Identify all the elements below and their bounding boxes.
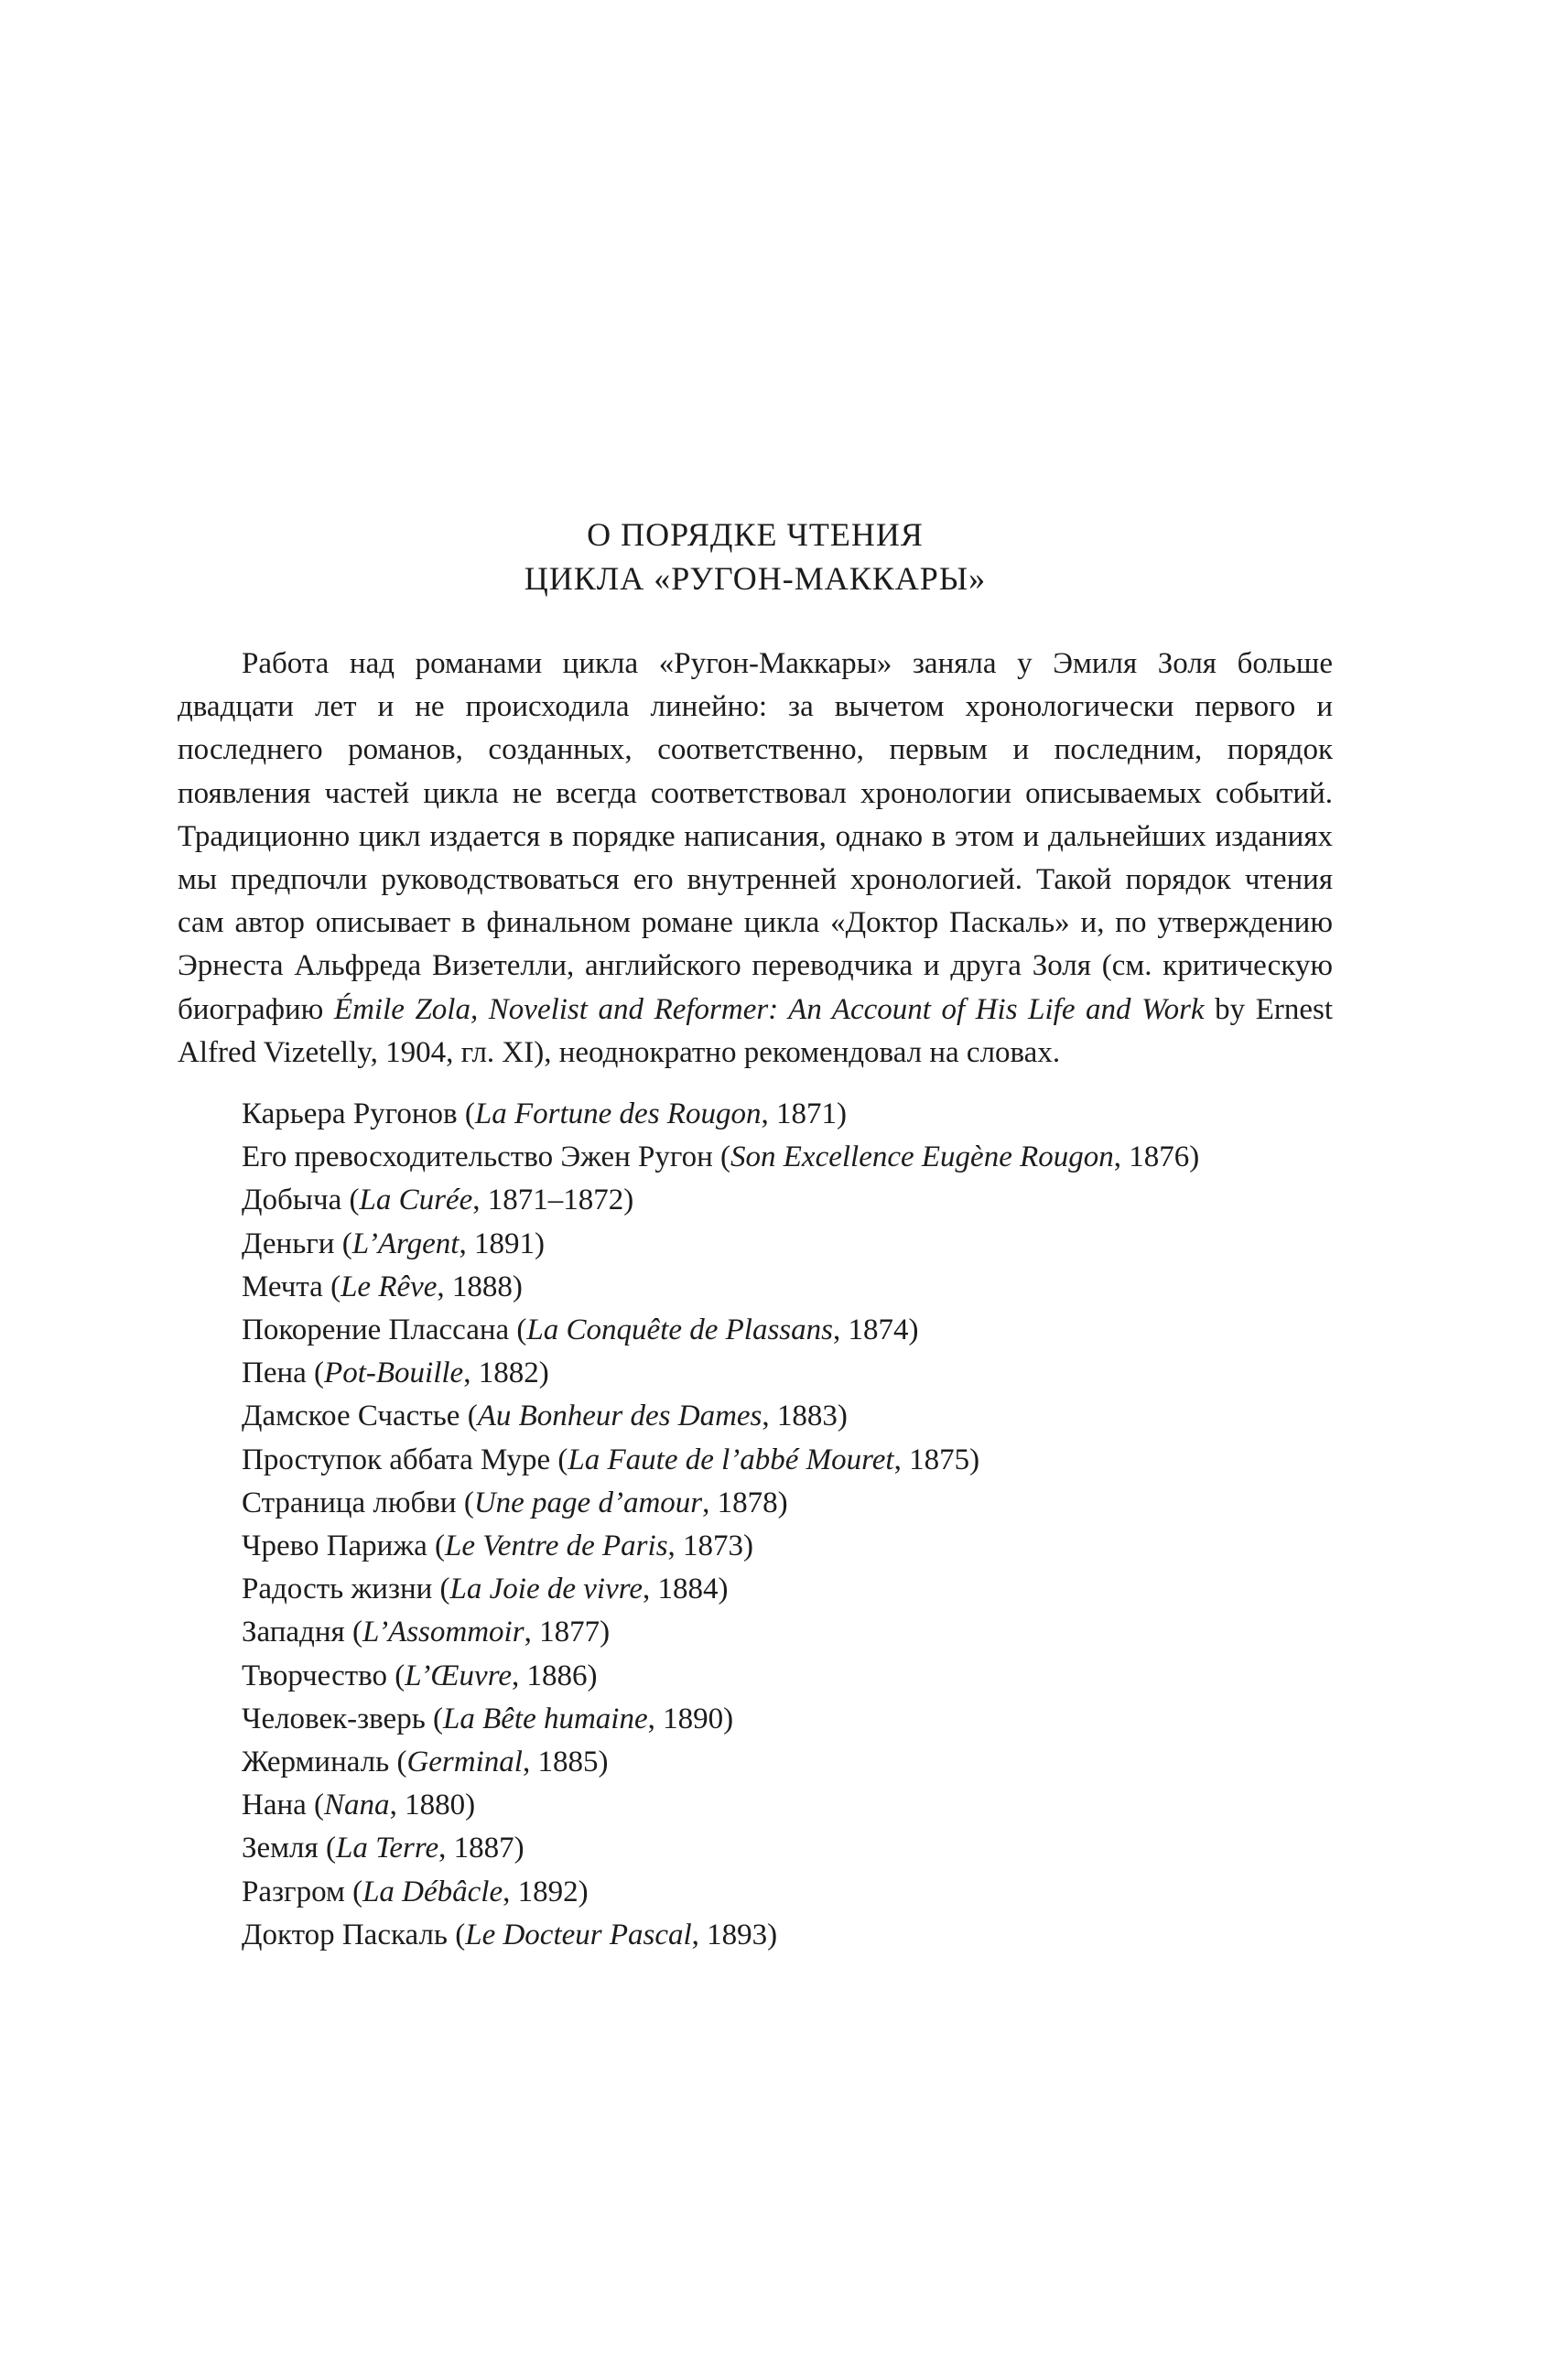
novel-russian-title: Добыча [242,1184,342,1217]
novel-russian-title: Чрево Парижа [242,1529,427,1563]
novel-list-item: Творчество (L’Œuvre, 1886) [242,1659,598,1692]
novel-year: 1886 [526,1659,588,1692]
novel-russian-title: Страница любви [242,1486,457,1519]
novel-year: 1883 [776,1400,838,1433]
novel-year: 1878 [717,1486,778,1519]
intro-text-before: Работа над романами цикла «Ругон-Маккары» заняла у Эмиля Золя больше двадцати лет и не происходила линейно: за вычетом хронологически первого и последнего романов, созданных, соответственно, первым и последним, порядок появления частей цикла не всегда соответствовал хронологии описываемых событий. Традиционно цикл издается в порядке написания, однако в этом и дальнейших изданиях мы предпочли руководствоваться его внутренней хронологией. Такой порядок чтения сам автор описывает в финальном романе цикла «Доктор Паскаль» и, по утверждению Эрнеста Альфреда Визетелли, английского переводчика и друга Золя (см. критическую биографию [178,647,1333,1026]
novel-french-title: Son Excellence Eugène Rougon [730,1140,1114,1174]
novel-russian-title: Доктор Паскаль [242,1918,448,1951]
novel-list-item: Проступок аббата Муре (La Faute de l’abbé Mouret, 1875) [242,1443,980,1476]
novel-list-item: Покорение Плассана (La Conquête de Plassans, 1874) [242,1313,919,1347]
novel-year: 1871 [775,1097,837,1131]
novel-french-title: Au Bonheur des Dames [477,1400,762,1433]
novel-french-title: L’Œuvre [405,1659,512,1692]
intro-text-after: by Ernest Alfred Vizetelly, 1904, гл. XI), неоднократно рекомендовал на словах. [178,992,1334,1069]
novel-french-title: La Bête humaine [443,1702,648,1735]
novel-list-item: Разгром (La Débâcle, 1892) [242,1875,589,1908]
page-title-line-2: ЦИКЛА «РУГОН-МАККАРЫ» [524,560,987,597]
novel-list-item: Чрево Парижа (Le Ventre de Paris, 1873) [242,1529,754,1563]
novel-year: 1885 [537,1746,599,1779]
novel-list-item: Радость жизни (La Joie de vivre, 1884) [242,1573,729,1606]
reading-order-list [178,1093,1333,1957]
novel-russian-title: Творчество [242,1659,388,1692]
novel-french-title: Le Docteur Pascal [465,1918,692,1951]
novel-french-title: Germinal [406,1746,523,1779]
intro-paragraph [178,643,1333,1075]
novel-list-item: Мечта (Le Rêve, 1888) [242,1270,523,1303]
novel-russian-title: Земля [242,1832,319,1865]
novel-list-item: Страница любви (Une page d’amour, 1878) [242,1486,788,1519]
novel-year: 1892 [517,1875,579,1908]
novel-french-title: La Faute de l’abbé Mouret [568,1443,894,1476]
novel-year: 1874 [848,1313,909,1347]
novel-list-item: Добыча (La Curée, 1871–1872) [242,1184,634,1217]
novel-french-title: L’Argent [351,1227,460,1260]
novel-list-item: Западня (L’Assommoir, 1877) [242,1616,611,1649]
page-title-line-1: О ПОРЯДКЕ ЧТЕНИЯ [587,516,924,553]
novel-year: 1873 [683,1529,744,1563]
novel-year: 1875 [909,1443,970,1476]
novel-french-title: Une page d’amour [473,1486,703,1519]
novel-french-title: La Fortune des Rougon [474,1097,762,1131]
novel-russian-title: Проступок аббата Муре [242,1443,551,1476]
novel-french-title: La Joie de vivre [449,1573,643,1606]
novel-list-item: Деньги (L’Argent, 1891) [242,1227,545,1260]
novel-russian-title: Человек-зверь [242,1702,426,1735]
novel-russian-title: Жерминаль [242,1746,390,1779]
novel-year: 1876 [1129,1140,1190,1174]
novel-year: 1880 [405,1789,466,1822]
novel-list-item: Пена (Pot-Bouille, 1882) [242,1357,549,1390]
novel-russian-title: Западня [242,1616,345,1649]
novel-french-title: Le Ventre de Paris [445,1529,668,1563]
novel-year: 1884 [657,1573,719,1606]
novel-list-item: Дамское Счастье (Au Bonheur des Dames, 1883) [242,1400,848,1433]
novel-year: 1887 [453,1832,514,1865]
novel-russian-title: Нана [242,1789,307,1822]
novel-french-title: La Curée [359,1184,473,1217]
novel-russian-title: Дамское Счастье [242,1400,460,1433]
page-title [178,513,1333,600]
novel-list-item: Земля (La Terre, 1887) [242,1832,524,1865]
novel-french-title: La Conquête de Plassans [526,1313,833,1347]
novel-french-title: Nana [324,1789,390,1822]
novel-list-item: Карьера Ругонов (La Fortune des Rougon, 1871) [242,1097,847,1131]
novel-year: 1888 [451,1270,513,1303]
novel-list-item: Его превосходительство Эжен Ругон (Son Excellence Eugène Rougon, 1876) [242,1140,1200,1174]
novel-year: 1877 [539,1616,600,1649]
novel-french-title: La Débâcle [362,1875,503,1908]
novel-year: 1882 [478,1357,539,1390]
novel-russian-title: Разгром [242,1875,345,1908]
novel-french-title: Le Rêve [341,1270,438,1303]
novel-year: 1871–1872 [487,1184,624,1217]
novel-russian-title: Мечта [242,1270,323,1303]
novel-year: 1890 [663,1702,724,1735]
novel-russian-title: Пена [242,1357,307,1390]
novel-year: 1893 [707,1918,768,1951]
novel-russian-title: Его превосходительство Эжен Ругон [242,1140,713,1174]
novel-french-title: La Terre [335,1832,439,1865]
novel-russian-title: Карьера Ругонов [242,1097,458,1131]
page-content [178,513,1333,1957]
novel-russian-title: Радость жизни [242,1573,433,1606]
novel-list-item: Доктор Паскаль (Le Docteur Pascal, 1893) [242,1918,778,1951]
novel-list-item: Жерминаль (Germinal, 1885) [242,1746,609,1779]
novel-french-title: L’Assommoir [362,1616,524,1649]
intro-book-title: Émile Zola, Novelist and Reformer: An Account of His Life and Work [333,992,1205,1026]
novel-year: 1891 [473,1227,535,1260]
novel-list-item: Человек-зверь (La Bête humaine, 1890) [242,1702,734,1735]
novel-french-title: Pot-Bouille [324,1357,464,1390]
novel-list-item: Нана (Nana, 1880) [242,1789,476,1822]
novel-russian-title: Покорение Плассана [242,1313,510,1347]
novel-russian-title: Деньги [242,1227,335,1260]
